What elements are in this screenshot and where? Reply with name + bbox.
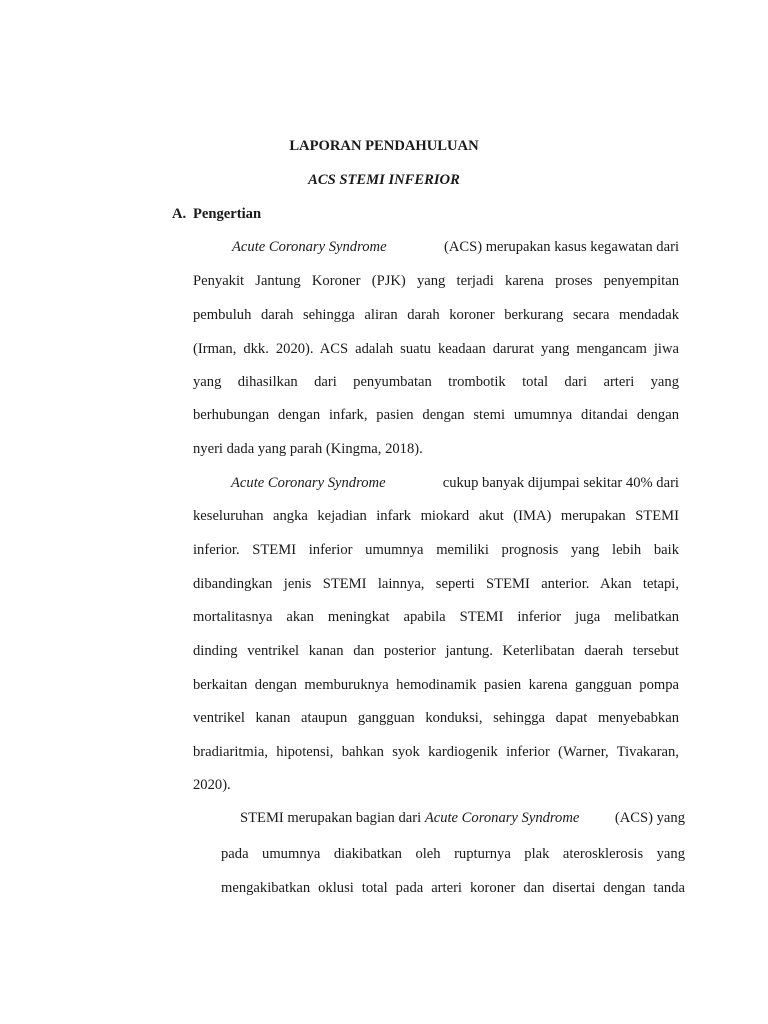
paragraph-line: yang dihasilkan dari penyumbatan trombotik total dari arteri yang: [193, 374, 679, 390]
paragraph-line: 2020).: [193, 777, 231, 793]
paragraph-line: Penyakit Jantung Koroner (PJK) yang terjadi karena proses penyempitan: [193, 273, 679, 289]
paragraph-line-rest: (ACS) merupakan kasus kegawatan dari: [443, 239, 679, 255]
document-subtitle: ACS STEMI INFERIOR: [308, 172, 460, 188]
term-acs: Acute Coronary Syndrome: [424, 810, 580, 826]
paragraph-line: bradiaritmia, hipotensi, bahkan syok kardiogenik inferior (Warner, Tivakaran,: [193, 744, 679, 760]
paragraph-line-post: (ACS) yang: [614, 810, 685, 826]
paragraph-line: dibandingkan jenis STEMI lainnya, seperti STEMI anterior. Akan tetapi,: [193, 576, 679, 592]
paragraph-line: mengakibatkan oklusi total pada arteri koroner dan disertai dengan tanda: [221, 880, 685, 896]
paragraph-line: ventrikel kanan ataupun gangguan konduksi, sehingga dapat menyebabkan: [193, 710, 679, 726]
paragraph-line: [232, 238, 679, 256]
section-heading: Pengertian: [193, 206, 262, 222]
paragraph-line: pada umumnya diakibatkan oleh rupturnya plak aterosklerosis yang: [221, 846, 685, 862]
section-marker: A.: [172, 206, 187, 222]
paragraph-line: [231, 474, 679, 492]
document-title: LAPORAN PENDAHULUAN: [289, 138, 479, 154]
paragraph-line: inferior. STEMI inferior umumnya memiliki prognosis yang lebih baik: [193, 542, 679, 558]
paragraph-line: berkaitan dengan memburuknya hemodinamik pasien karena gangguan pompa: [193, 677, 679, 693]
paragraph-line: nyeri dada yang parah (Kingma, 2018).: [193, 441, 423, 457]
paragraph-line: keseluruhan angka kejadian infark miokard akut (IMA) merupakan STEMI: [193, 508, 679, 524]
paragraph-line: (Irman, dkk. 2020). ACS adalah suatu keadaan darurat yang mengancam jiwa: [193, 341, 679, 357]
paragraph-line-rest: cukup banyak dijumpai sekitar 40% dari: [442, 475, 679, 491]
term-acs: Acute Coronary Syndrome: [231, 475, 386, 491]
paragraph-line: mortalitasnya akan meningkat apabila STEMI inferior juga melibatkan: [193, 609, 679, 625]
paragraph-line: berhubungan dengan infark, pasien dengan stemi umumnya ditandai dengan: [193, 407, 679, 423]
paragraph-line: dinding ventrikel kanan dan posterior jantung. Keterlibatan daerah tersebut: [193, 643, 679, 659]
paragraph-line: pembuluh darah sehingga aliran darah koroner berkurang secara mendadak: [193, 307, 679, 323]
term-acs: Acute Coronary Syndrome: [232, 239, 387, 255]
paragraph-line: [240, 809, 685, 827]
paragraph-line-pre: STEMI merupakan bagian dari: [240, 810, 422, 826]
